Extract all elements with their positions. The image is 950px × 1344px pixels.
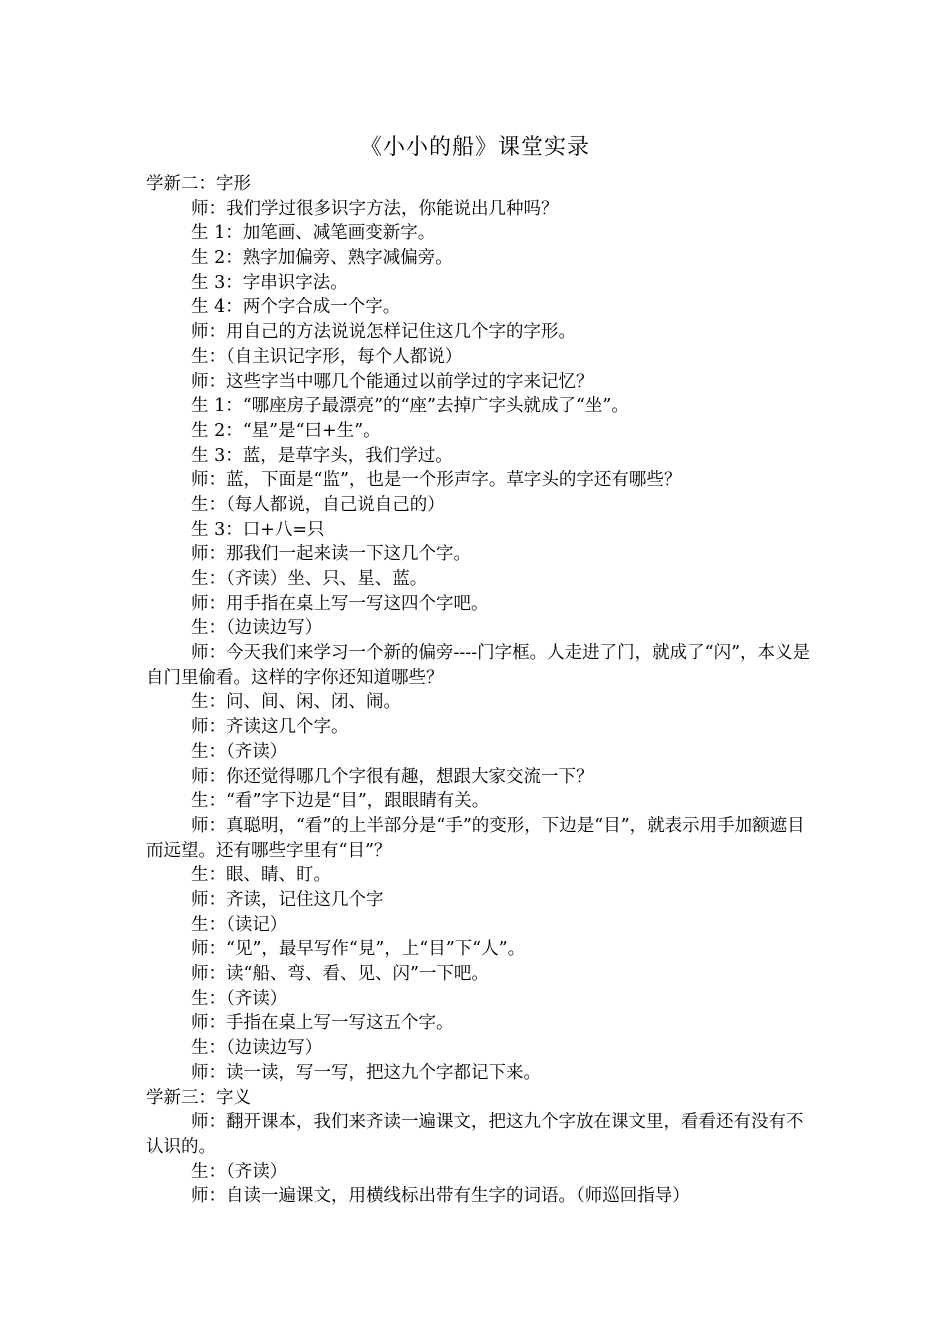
dialogue-line: 生：（齐读）	[191, 988, 288, 1009]
dialogue-line: 生 1：加笔画、减笔画变新字。	[191, 223, 436, 244]
dialogue-line: 师：“见”，最早写作“見”，上“目”下“人”。	[191, 939, 526, 960]
dialogue-line: 生：（每人都说，自己说自己的）	[191, 494, 445, 515]
dialogue-line: 师：用手指在桌上写一写这四个字吧。	[191, 593, 489, 614]
dialogue-line: 生 3：字串识字法。	[191, 272, 348, 293]
dialogue-line: 生：（齐读）	[191, 741, 288, 762]
dialogue-line: 师：蓝，下面是“监”，也是一个形声字。草字头的字还有哪些？	[191, 470, 682, 491]
dialogue-line: 师：读一读，写一写，把这九个字都记下来。	[191, 1062, 541, 1083]
section-heading: 学新三：字义	[146, 1087, 251, 1108]
dialogue-line: 师：你还觉得哪几个字很有趣，想跟大家交流一下？	[191, 766, 594, 787]
section-heading: 学新二：字形	[146, 174, 251, 194]
document-body	[146, 172, 814, 1209]
dialogue-line: 师：齐读，记住这几个字	[191, 890, 384, 910]
dialogue-line: 生：（齐读）坐、只、星、蓝。	[191, 569, 428, 589]
dialogue-line: 师：齐读这几个字。	[191, 717, 349, 738]
dialogue-line: 生：（读记）	[191, 914, 288, 935]
dialogue-line: 师：我们学过很多识字方法，你能说出几种吗？	[191, 198, 559, 219]
dialogue-line: 生 2：“星”是“曰+生”。	[191, 420, 381, 441]
dialogue-line: 师：真聪明，“看”的上半部分是“手”的变形，下边是“目”，就表示用手加额遮目而远望。还有哪些字里有“目”？	[146, 815, 805, 861]
dialogue-line: 生 2：熟字加偏旁、熟字减偏旁。	[191, 248, 453, 269]
dialogue-line: 生：问、间、闲、闭、闹。	[191, 692, 401, 713]
dialogue-line: 生：（边读边写）	[191, 1038, 323, 1059]
dialogue-line: 师：这些字当中哪几个能通过以前学过的字来记忆？	[191, 371, 594, 392]
dialogue-line: 师：手指在桌上写一写这五个字。	[191, 1013, 454, 1034]
dialogue-line: 生 3：蓝，是草字头，我们学过。	[191, 445, 453, 466]
dialogue-line: 师：自读一遍课文，用横线标出带有生字的词语。（师巡回指导）	[191, 1186, 690, 1207]
dialogue-line: 师：翻开课本，我们来齐读一遍课文，把这九个字放在课文里，看看还有没有不认识的。	[146, 1112, 804, 1157]
dialogue-line: 师：今天我们来学习一个新的偏旁----门字框。人走进了门，就成了“闪”，本义是自门里偷看。这样的字你还知道哪些？	[146, 643, 811, 688]
dialogue-line: 生：（自主识记字形，每个人都说）	[191, 346, 463, 367]
dialogue-line: 生：（齐读）	[191, 1161, 288, 1182]
dialogue-line: 生 3：口+八=只	[191, 519, 325, 540]
page-title: 《小小的船》课堂实录	[359, 135, 590, 160]
dialogue-line: 生 1：“哪座房子最漂亮”的“座”去掉广字头就成了“坐”。	[191, 396, 629, 417]
dialogue-line: 师：那我们一起来读一下这几个字。	[191, 544, 471, 565]
dialogue-line: 师：用自己的方法说说怎样记住这几个字的字形。	[191, 322, 576, 343]
dialogue-line: 生 4：两个字合成一个字。	[191, 297, 401, 318]
dialogue-line: 生：（边读边写）	[191, 618, 323, 639]
dialogue-line: 师：读“船、弯、看、见、闪”一下吧。	[191, 964, 489, 985]
dialogue-line: 生：眼、睛、盯。	[191, 865, 331, 886]
dialogue-line: 生：“看”字下边是“目”，跟眼睛有关。	[191, 791, 490, 812]
